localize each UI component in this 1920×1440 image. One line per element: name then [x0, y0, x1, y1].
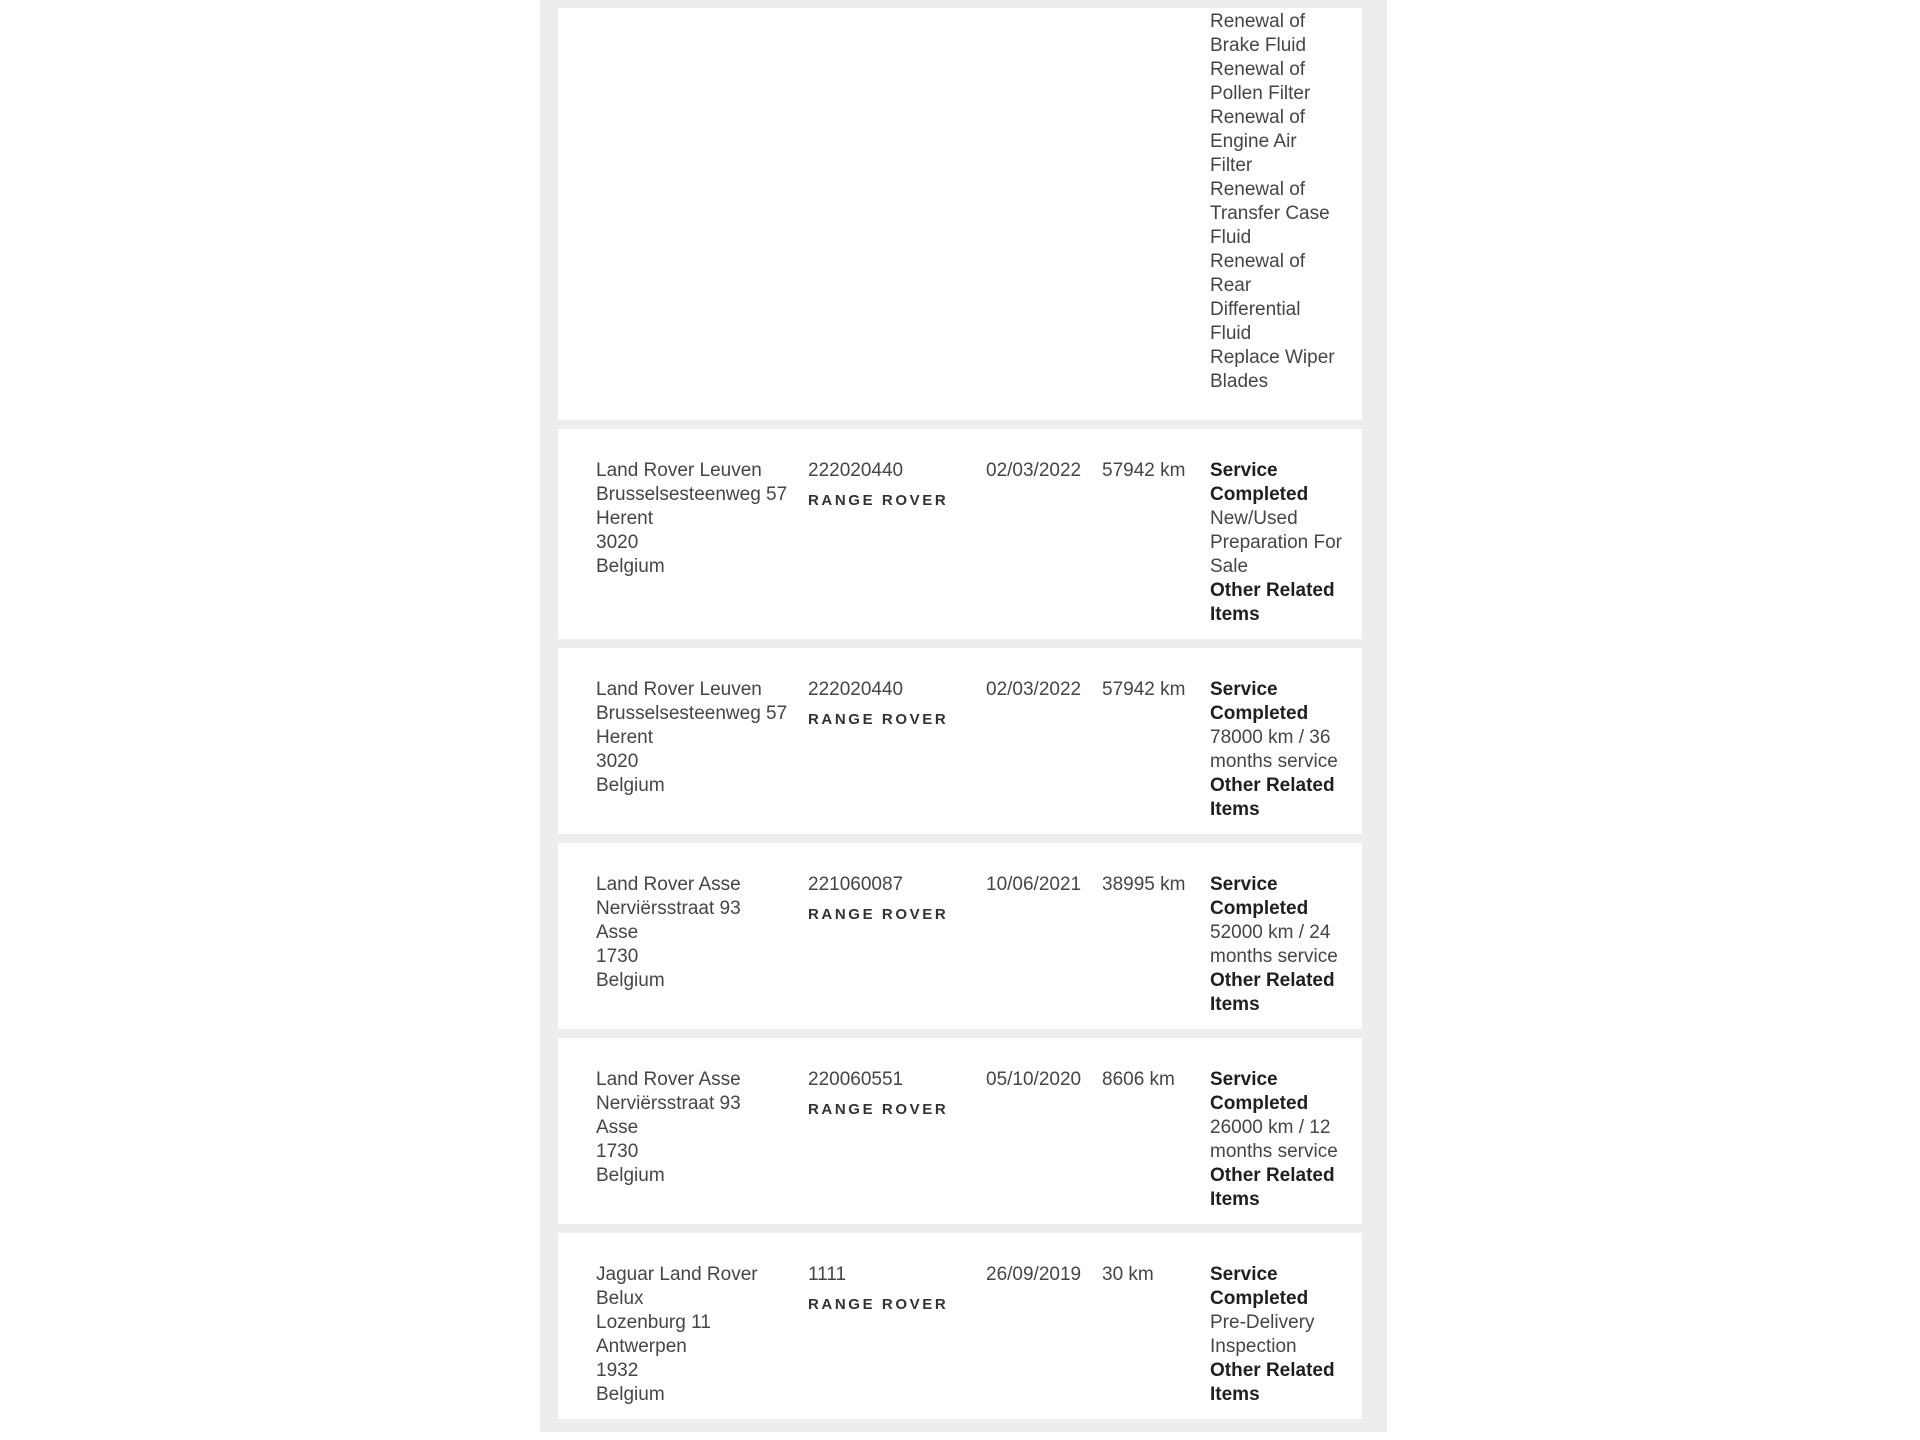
service-status: Service Completed — [1210, 679, 1309, 724]
dealer-line: Asse — [596, 922, 639, 943]
dealer-line: Belgium — [596, 775, 665, 796]
dealer-line: 3020 — [596, 532, 639, 553]
dealer-address — [596, 459, 808, 627]
services-list — [1210, 459, 1362, 627]
service-record-row — [558, 1038, 1362, 1224]
dealer-address — [596, 10, 808, 394]
service-item: Pre-Delivery Inspection — [1210, 1312, 1315, 1357]
service-ref-number: 222020440 — [808, 460, 904, 481]
service-other-related-items: Other Related Items — [1210, 775, 1335, 820]
service-item: Renewal of Transfer Case Fluid — [1210, 179, 1330, 248]
service-ref-cell — [808, 678, 986, 822]
service-ref-cell — [808, 873, 986, 1017]
dealer-line: Brusselsesteenweg 57 — [596, 484, 788, 505]
service-other-related-items: Other Related Items — [1210, 580, 1335, 625]
service-item: Replace Wiper Blades — [1210, 347, 1335, 392]
service-date: 02/03/2022 — [986, 460, 1082, 481]
dealer-line: Antwerpen — [596, 1336, 687, 1357]
service-status: Service Completed — [1210, 1069, 1309, 1114]
service-item: Renewal of Pollen Filter — [1210, 59, 1311, 104]
dealer-line: 1932 — [596, 1360, 639, 1381]
dealer-line: Nerviërsstraat 93 — [596, 1093, 741, 1114]
dealer-line: Belgium — [596, 556, 665, 577]
dealer-line: 1730 — [596, 946, 639, 967]
dealer-line: Land Rover Asse — [596, 874, 741, 895]
odometer-reading: 57942 km — [1102, 679, 1186, 700]
dealer-line: 1730 — [596, 1141, 639, 1162]
service-item: New/Used Preparation For Sale — [1210, 508, 1343, 577]
service-ref-number: 1111 — [808, 1264, 847, 1285]
dealer-line: Land Rover Leuven — [596, 460, 762, 481]
service-other-related-items: Other Related Items — [1210, 1165, 1335, 1210]
service-status: Service Completed — [1210, 460, 1309, 505]
odometer-reading: 38995 km — [1102, 874, 1186, 895]
service-item: Renewal of Rear Differential Fluid — [1210, 251, 1306, 344]
odometer-reading: 30 km — [1102, 1264, 1154, 1285]
odometer-reading: 57942 km — [1102, 460, 1186, 481]
range-rover-logo: RANGE ROVER — [808, 1296, 949, 1313]
dealer-address — [596, 1263, 808, 1407]
service-item: Renewal of Engine Air Filter — [1210, 107, 1306, 176]
dealer-line: Herent — [596, 508, 654, 529]
dealer-line: Asse — [596, 1117, 639, 1138]
service-item: 52000 km / 24 months service — [1210, 922, 1338, 967]
service-date-cell — [986, 10, 1102, 394]
service-ref-number: 220060551 — [808, 1069, 904, 1090]
dealer-address — [596, 678, 808, 822]
dealer-line: Belgium — [596, 970, 665, 991]
dealer-line: Land Rover Leuven — [596, 679, 762, 700]
services-list — [1210, 678, 1362, 822]
service-item: 26000 km / 12 months service — [1210, 1117, 1338, 1162]
service-record-row — [558, 1233, 1362, 1419]
dealer-line: Lozenburg 11 — [596, 1312, 711, 1333]
service-date: 10/06/2021 — [986, 874, 1082, 895]
service-history-panel — [540, 0, 1387, 1432]
service-status: Service Completed — [1210, 874, 1309, 919]
service-other-related-items: Other Related Items — [1210, 1360, 1335, 1405]
dealer-address — [596, 873, 808, 1017]
service-status: Service Completed — [1210, 1264, 1309, 1309]
dealer-line: Belgium — [596, 1384, 665, 1405]
service-record-row-partial — [558, 8, 1362, 420]
services-list — [1210, 873, 1362, 1017]
services-list — [1210, 1263, 1362, 1407]
range-rover-logo: RANGE ROVER — [808, 906, 949, 923]
service-item: Renewal of Brake Fluid — [1210, 11, 1307, 56]
service-record-row — [558, 429, 1362, 639]
services-list — [1210, 1068, 1362, 1212]
dealer-line: Belgium — [596, 1165, 665, 1186]
dealer-line: Brusselsesteenweg 57 — [596, 703, 788, 724]
dealer-address — [596, 1068, 808, 1212]
dealer-line: 3020 — [596, 751, 639, 772]
service-ref-cell — [808, 459, 986, 627]
service-ref-cell — [808, 1263, 986, 1407]
range-rover-logo: RANGE ROVER — [808, 711, 949, 728]
service-date: 05/10/2020 — [986, 1069, 1082, 1090]
dealer-line: Nerviërsstraat 93 — [596, 898, 741, 919]
odometer-reading: 8606 km — [1102, 1069, 1175, 1090]
dealer-line: Land Rover Asse — [596, 1069, 741, 1090]
range-rover-logo: RANGE ROVER — [808, 492, 949, 509]
dealer-line: Jaguar Land Rover Belux — [596, 1264, 758, 1309]
odometer-cell — [1102, 10, 1210, 394]
services-list — [1210, 10, 1362, 394]
service-date: 26/09/2019 — [986, 1264, 1082, 1285]
dealer-line: Herent — [596, 727, 654, 748]
service-ref-cell — [808, 10, 986, 394]
service-ref-number: 221060087 — [808, 874, 904, 895]
service-record-row — [558, 648, 1362, 834]
service-ref-number: 222020440 — [808, 679, 904, 700]
service-item: 78000 km / 36 months service — [1210, 727, 1338, 772]
service-other-related-items: Other Related Items — [1210, 970, 1335, 1015]
service-record-row — [558, 843, 1362, 1029]
service-date: 02/03/2022 — [986, 679, 1082, 700]
service-ref-cell — [808, 1068, 986, 1212]
range-rover-logo: RANGE ROVER — [808, 1101, 949, 1118]
